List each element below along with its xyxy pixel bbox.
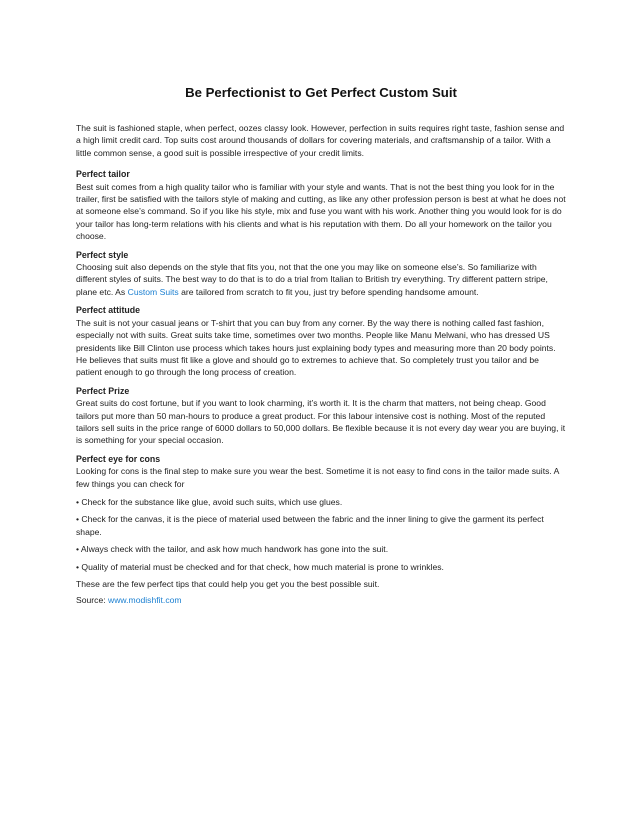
section-perfect-prize: [76, 385, 566, 447]
section-body: The suit is not your casual jeans or T-shirt that you can buy from any corner. By the way there is nothing called fast fashion, especially not with suits. Great suits take time, sometimes over two months. People like Manu Melwani, who has dressed US presidents like Bill Clinton use process which takes hours just explaining body types and measuring more than 20 body points. He believes that suits must fit like a glove and should go to extremes to achieve that. So completely trust you tailor and be patient enough to go through the long process of creation.: [76, 317, 556, 378]
document-body: [76, 122, 566, 607]
section-heading: Perfect attitude: [76, 305, 141, 316]
source-label: Source:: [76, 595, 109, 606]
section-perfect-attitude: [76, 304, 566, 378]
custom-suits-link[interactable]: Custom Suits: [127, 286, 179, 297]
section-heading: Perfect eye for cons: [76, 453, 161, 464]
document-title: Be Perfectionist to Get Perfect Custom Suit: [185, 85, 457, 100]
section-body: Great suits do cost fortune, but if you want to look charming, it’s worth it. It is the charm that matters, not being cheap. Good tailors put more than 50 man-hours to produce a great product. For this labour intensive cost is nothing. Most of the reputed tailors sell suits in the price range of 6000 dollars to 50,000 dollars. Be flexible because it is not every day wear you are buying, it is something for your special occasion.: [76, 398, 566, 446]
list-item: • Always check with the tailor, and ask how much handwork has gone into the suit.: [76, 544, 389, 555]
section-perfect-style: [76, 249, 566, 299]
section-body-text: Choosing suit also depends on the style that fits you, not that the one you may like on someone else’s. So familiarize with different styles of suits. The best way to do that is to do a trial from Italian to British try everything. Try different pattern stripe, plane etc. As: [76, 262, 548, 297]
list-item: • Quality of material must be checked and for that check, how much material is prone to wrinkles.: [76, 561, 444, 572]
section-heading: Perfect tailor: [76, 169, 130, 180]
section-perfect-tailor: [76, 168, 566, 242]
section-body: Looking for cons is the final step to make sure you wear the best. Sometime it is not easy to find cons in the tailor made suits. A few things you can check for: [76, 466, 559, 489]
section-body: [76, 261, 566, 298]
section-heading: Perfect Prize: [76, 385, 130, 396]
closing-paragraph: These are the few perfect tips that could help you get you the best possible suit.: [76, 579, 380, 589]
source-link[interactable]: www.modishfit.com: [108, 595, 182, 606]
list-item: • Check for the canvas, it is the piece of material used between the fabric and the inner lining to give the garment its perfect shape.: [76, 514, 544, 537]
intro-paragraph: The suit is fashioned staple, when perfect, oozes classy look. However, perfection in suits requires right taste, fashion sense and a high limit credit card. Top suits cost around thousands of dollars for covering materials, and craftsmanship of a tailor. With a little common sense, a good suit is possible irrespective of your credit limits.: [76, 123, 565, 158]
section-body-text: are tailored from scratch to fit you, just try before spending handsome amount.: [178, 286, 479, 297]
list-item: • Check for the substance like glue, avoid such suits, which use glues.: [76, 496, 343, 507]
section-perfect-eye-for-cons: [76, 453, 566, 490]
source-line: [76, 594, 566, 606]
section-heading: Perfect style: [76, 249, 129, 260]
section-body: Best suit comes from a high quality tailor who is familiar with your style and wants. That is not the best thing you look for in the trailer, first be satisfied with the tailors style of making and cutting, as like any other profession person is best at what he does not at someone else’s command. So if you like his style, mix and fuse you want with his work. Another thing you would look for is do your tailor has long-term relations with his clients and what is his reputation with them. Do all your homework on the tailor you choose.: [76, 181, 566, 242]
